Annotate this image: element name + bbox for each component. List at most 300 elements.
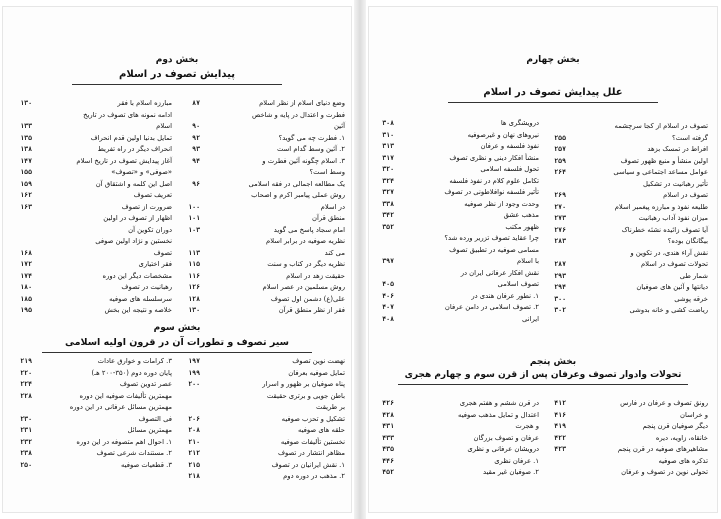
toc-entry-title: نفوذ فلسفه و عرفان	[480, 142, 539, 150]
toc-entry	[376, 222, 541, 234]
toc-entry-page: ۲۳۰	[20, 414, 32, 423]
toc-entry-page: ۴۴۶	[382, 456, 394, 465]
toc-entry-title: نهضت نوین تصوف	[292, 357, 345, 365]
toc-entry-page: ۲۹۳	[554, 271, 566, 280]
toc-entry-title: مشخصات دیگر این دوره	[102, 271, 172, 280]
toc-entry	[182, 98, 347, 110]
toc-entry-page: ۲۱۲	[188, 449, 200, 457]
section5-heading: بخش پنجم	[529, 357, 577, 367]
toc-entry-page: ۳۰۸	[382, 119, 394, 127]
toc-entry-page: ۲۸۷	[554, 260, 566, 268]
toc-entry	[14, 368, 174, 380]
toc-entry-page: ۱۰۱	[188, 214, 200, 222]
toc-entry	[182, 437, 347, 449]
toc-entry-page: ۹۴	[192, 156, 200, 165]
toc-entry-title: ضرورت از تصوف	[121, 202, 172, 211]
toc-entry-page: ۴۲۳	[554, 445, 566, 453]
toc-entry	[548, 421, 710, 433]
toc-entry	[14, 202, 174, 214]
toc-entry	[376, 141, 541, 153]
toc-entry-title: اظهار از تصوف در اولین	[103, 214, 172, 222]
toc-entry-page: ۱۱۵	[188, 260, 200, 268]
toc-entry-page: ۴۰۶	[382, 291, 394, 300]
toc-entry-title: میزان نفوذ آداب رهبانیت	[638, 214, 708, 222]
toc-entry-page: ۱۹۵	[20, 306, 32, 314]
toc-entry	[548, 456, 710, 468]
toc-entry-title: تعریف تصوف	[133, 191, 172, 199]
toc-entry-page: ۱۳۵	[20, 133, 32, 142]
toc-entry	[376, 153, 541, 165]
toc-entry-title: اصل این کلمه و اشتقاق آن	[95, 179, 172, 188]
section3-rule	[42, 352, 312, 353]
toc-entry	[548, 144, 710, 156]
toc-entry	[14, 190, 174, 202]
toc-entry-page: ۲۳۸	[20, 449, 32, 457]
toc-entry-title: ۲. آئین وسط گدام است	[276, 145, 345, 153]
toc-entry-title: باطن جویی و برتری حقیقت	[266, 391, 345, 400]
toc-entry-title: ۳. کرامات و خوارق عادات	[97, 357, 172, 365]
toc-entry	[14, 167, 174, 179]
toc-entry-title: تأثیر فلسفه نوافلاطونی در تصوف	[444, 188, 539, 196]
toc-entry-title: اولین منشأ و منبع ظهور تصوف	[620, 156, 708, 165]
toc-entry-title: ۱. نطور عرفان هندی در	[471, 291, 539, 300]
toc-entry	[182, 402, 347, 414]
toc-entry	[182, 356, 347, 368]
toc-entry-page: ۲۹۴	[554, 283, 566, 291]
toc-entry-title: منطق قرآن	[312, 214, 345, 222]
toc-entry	[548, 190, 710, 202]
toc-entry-page: ۴۰۷	[382, 303, 394, 311]
toc-entry-title: طلیعه نفوذ و مبارزه پیغمبر اسلام	[614, 202, 708, 211]
toc-entry-page: ۱۲۶	[188, 283, 200, 291]
toc-entry-page: ۱۰۰	[188, 202, 200, 211]
toc-entry	[182, 368, 347, 380]
toc-entry-title: وحدت وجود از نظر صوفیه	[464, 199, 539, 208]
toc-entry-title: ایرانی	[522, 314, 539, 323]
toc-entry-page: ۳۲۰	[382, 165, 394, 173]
toc-entry	[14, 460, 174, 472]
toc-entry-page: ۲۵۷	[554, 145, 566, 153]
toc-entry-page: ۹۳	[192, 145, 200, 153]
toc-entry-page: ۴۱۲	[554, 399, 566, 407]
toc-entry-title: تکامل علوم کلام در نفوذ فلسفه	[449, 176, 539, 185]
toc-entry-title: نظریه صوفیه در برابر اسلام	[266, 237, 345, 245]
toc-entry-title: اسلام	[156, 122, 172, 130]
toc-entry-title: امام سجاد پاسخ می گوید	[273, 225, 345, 234]
toc-entry-title: تحولات تصوف در اسلام	[640, 260, 708, 268]
toc-entry-page: ۳۱۰	[382, 130, 394, 139]
toc-entry-title: تذکره های صوفیه	[658, 456, 708, 465]
book-gutter	[354, 0, 366, 519]
toc-entry	[14, 271, 174, 283]
toc-entry	[376, 164, 541, 176]
toc-entry	[376, 444, 541, 456]
toc-entry-page: ۱۳۸	[20, 145, 32, 153]
toc-entry	[182, 133, 347, 145]
toc-entry-title: تمایل صوفیه بعرفان	[288, 368, 345, 377]
toc-entry	[182, 271, 347, 283]
toc-entry	[182, 110, 347, 122]
toc-entry	[14, 133, 174, 145]
toc-entry-page: ۲۵۰	[20, 460, 32, 469]
toc-entry-page: ۲۰۶	[188, 414, 200, 423]
toc-entry	[14, 414, 174, 426]
toc-entry-page: ۴۳۳	[382, 433, 394, 442]
toc-entry-title: تمایل بدنیا اولین قدم انحراف	[90, 133, 172, 142]
toc-entry	[548, 121, 710, 133]
toc-entry	[548, 398, 710, 410]
toc-entry	[14, 248, 174, 260]
toc-entry	[14, 294, 174, 306]
toc-entry	[14, 236, 174, 248]
toc-entry-page: ۹۶	[192, 179, 200, 188]
toc-entry	[548, 444, 710, 456]
toc-entry	[548, 213, 710, 225]
toc-entry-title: رهبانیت در تصوف	[121, 283, 172, 291]
toc-entry	[376, 421, 541, 433]
toc-entry-title: خانقاه، زاویه، دیره	[655, 433, 708, 442]
toc-entry-title: رونق تصوف و عرفان در فارس	[620, 399, 708, 407]
toc-entry-page: ۲۷۶	[554, 225, 566, 234]
toc-entry-page: ۴۲۸	[382, 410, 394, 419]
toc-entry	[376, 291, 541, 303]
toc-entry	[182, 414, 347, 426]
toc-entry-page: ۲۵۹	[554, 156, 566, 165]
toc-entry	[14, 259, 174, 271]
toc-entry	[376, 279, 541, 291]
toc-entry	[14, 213, 174, 225]
toc-entry-title: یک مطالعه اجمالی در فقه اسلامی	[248, 179, 345, 188]
toc-entry-title: منشأ افکار دینی و نظری تصوف	[449, 153, 539, 162]
toc-entry-page: ۳۰۲	[554, 306, 566, 314]
toc-entry-title: «صوفی» و «تصوف»	[111, 168, 172, 176]
toc-entry	[14, 391, 174, 403]
section4-right-column	[548, 121, 710, 317]
toc-entry-title: درویشان عرفانی و نظری	[467, 445, 539, 453]
toc-entry-title: خلاصه و نتیجه این بخش	[104, 306, 172, 314]
toc-entry	[182, 190, 347, 202]
toc-entry	[14, 144, 174, 156]
toc-entry-page: ۱۱۳	[188, 248, 200, 257]
toc-entry-title: مهمترین مسائل	[127, 426, 172, 434]
toc-entry	[182, 294, 347, 306]
toc-entry	[376, 314, 541, 326]
toc-entry	[182, 121, 347, 133]
toc-entry-title: تصوف	[153, 248, 172, 257]
toc-entry-title: فطرت و اعتدال در پایه و شاخص	[252, 110, 345, 119]
section4-left-column	[376, 118, 541, 325]
toc-entry-page: ۴۱۶	[554, 410, 566, 419]
toc-entry-title: افراط در تمسک بزهد	[647, 145, 708, 153]
toc-entry-page: ۱۷۲	[20, 260, 32, 268]
toc-entry-page: ۳۱۳	[382, 142, 394, 150]
toc-entry	[548, 294, 710, 306]
toc-entry	[548, 225, 710, 237]
toc-entry-title: نخستین تألیفات صوفیه	[280, 437, 345, 446]
section4-heading: بخش چهارم	[526, 55, 580, 65]
toc-entry	[376, 456, 541, 468]
toc-entry	[182, 156, 347, 168]
toc-entry-title: نظریه دیگر در کتاب و سنت	[267, 260, 345, 268]
toc-entry	[182, 144, 347, 156]
left-page	[2, 6, 352, 513]
toc-entry-title: عوامل مساعد اجتماعی و سیاسی	[613, 168, 708, 176]
toc-entry-title: ۱. فطرت چه می گوید؟	[278, 133, 345, 142]
right-page	[368, 6, 718, 513]
toc-entry	[548, 167, 710, 179]
toc-entry-title: مذهب عشق	[503, 211, 539, 219]
toc-entry-page: ۹۰	[192, 122, 200, 130]
toc-entry-title: بیگانگان بوده؟	[667, 237, 708, 245]
toc-entry	[182, 248, 347, 260]
toc-entry	[376, 268, 541, 280]
toc-entry	[548, 133, 710, 145]
toc-entry	[548, 236, 710, 248]
toc-entry-title: مهمترین تألیفات صوفیه این دوره	[79, 391, 172, 400]
toc-entry-page: ۲۱۰	[188, 437, 200, 446]
toc-entry-page: ۱۳۰	[20, 99, 32, 107]
toc-entry-page: ۱۸۵	[20, 294, 32, 303]
toc-entry-title: فی التصوف	[138, 414, 172, 423]
toc-entry	[182, 213, 347, 225]
toc-entry-title: نیروهای نهان و غیرصوفیه	[467, 130, 539, 139]
toc-entry-title: روش مسلمین در عصر اسلام	[262, 283, 345, 291]
toc-entry-title: انحراف دیگر در راه تفریط	[97, 145, 172, 153]
toc-entry-page: ۱۸۰	[20, 283, 32, 291]
section2-left-column	[14, 98, 174, 317]
toc-entry	[548, 179, 710, 191]
toc-entry	[14, 448, 174, 460]
toc-entry	[14, 156, 174, 168]
section5-left-column	[376, 398, 541, 479]
toc-entry-title: در قرن ششم و هفتم هجری	[459, 399, 539, 407]
toc-entry-title: شمار طی	[679, 271, 708, 280]
toc-entry-page: ۴۱۹	[554, 422, 566, 430]
toc-entry-title: ۳. قطعیات صوفیه	[121, 460, 172, 469]
toc-entry-title: علی(ع) دشمن اول تصوف	[270, 294, 345, 303]
toc-entry-title: درویشگری ها	[500, 119, 539, 127]
toc-entry-title: بر طریقت	[316, 403, 345, 411]
toc-entry-title: تصوف در اسلام از کجا سرچشمه	[614, 122, 708, 130]
toc-entry	[548, 248, 710, 260]
toc-entry-page: ۲۸۳	[554, 237, 566, 245]
section4-title: علل پیدایش تصوف در اسلام	[483, 87, 623, 98]
toc-entry-title: تشکیل و تحزب صوفیه	[281, 414, 345, 423]
toc-entry-page: ۱۳۰	[188, 306, 200, 314]
toc-entry	[182, 305, 347, 317]
toc-entry	[182, 379, 347, 391]
toc-entry-title: دوران تکوین آن	[128, 225, 172, 234]
toc-entry	[376, 130, 541, 142]
toc-entry-page: ۲۷۳	[554, 214, 566, 222]
toc-entry	[182, 391, 347, 403]
toc-entry	[182, 259, 347, 271]
toc-entry-title: حلقه های صوفیه	[297, 426, 345, 434]
toc-entry-title: و هجرت	[515, 422, 539, 430]
toc-entry-page: ۴۲۲	[554, 433, 566, 442]
toc-entry-title: گرفته است؟	[672, 133, 708, 142]
toc-entry	[182, 225, 347, 237]
toc-entry-page: ۲۱۹	[20, 357, 32, 365]
toc-entry-page: ۲۶۹	[554, 191, 566, 199]
toc-entry-title: آئین	[333, 122, 345, 130]
toc-entry	[14, 356, 174, 368]
toc-entry-title: اعتدال و تمایل مذهب صوفیه	[458, 410, 539, 419]
toc-entry-page: ۱۳۳	[20, 122, 32, 130]
toc-entry-title: تصوف در اسلام	[663, 191, 708, 199]
toc-entry-title: پایان دوره دوم (۳۵۰-۲۰۰ هـ)	[91, 368, 172, 377]
toc-entry	[548, 156, 710, 168]
toc-entry	[14, 110, 174, 122]
section3-heading: بخش سوم	[153, 323, 201, 333]
toc-entry-title: ۲. تصوف اسلامی در دامن عرفان	[444, 303, 539, 311]
toc-entry-title: تحولی نوین در تصوف و عرفان	[621, 468, 708, 476]
toc-entry-page: ۱۵۵	[20, 168, 32, 176]
toc-entry-page: ۱۴۷	[20, 156, 32, 165]
toc-entry	[182, 471, 347, 483]
toc-entry-title: مشاهیرهای صوفیه در قرن پنجم	[617, 445, 708, 453]
toc-entry	[376, 176, 541, 188]
toc-entry	[182, 179, 347, 191]
toc-entry-page: ۸۷	[192, 99, 200, 107]
section5-title: تحولات وادوار تصوف وعرفان پس از قرن سوم و چهارم هجری	[404, 370, 682, 380]
toc-entry	[548, 467, 710, 479]
toc-entry-page: ۱۶۲	[20, 191, 32, 199]
toc-entry-title: مهمترین مسائل عرفانی در این دوره	[69, 403, 172, 411]
toc-entry	[376, 118, 541, 130]
toc-entry-page: ۲۲۸	[20, 391, 32, 400]
toc-entry-page: ۴۲۶	[382, 399, 394, 407]
toc-entry	[182, 202, 347, 214]
toc-entry-title: با اسلام	[517, 257, 539, 265]
section3-title: سیر تصوف و تطورات آن در قرون اولیه اسلامی	[65, 337, 289, 348]
toc-entry-page: ۳۵۲	[382, 222, 394, 231]
toc-entry-title: نقش آراء هندی، در تکوین و	[630, 248, 708, 257]
toc-entry	[376, 410, 541, 422]
toc-entry	[548, 410, 710, 422]
toc-entry-title: ۲. مذهب در دوره دوم	[283, 472, 345, 480]
toc-entry	[14, 425, 174, 437]
toc-entry-page: ۱۹۷	[188, 357, 200, 365]
toc-entry-page: ۱۹۹	[188, 368, 200, 377]
toc-entry-page: ۳۲۴	[382, 176, 394, 185]
toc-entry-page: ۱۷۴	[20, 271, 32, 280]
toc-entry-title: چرا عقاید تصوف تزریر ورده شد؟	[444, 234, 539, 242]
toc-entry	[14, 379, 174, 391]
toc-entry	[376, 302, 541, 314]
toc-entry-title: سرسلسله های صوفیه	[109, 294, 172, 303]
toc-entry-title: دیانتها و آئین های صوفیان	[636, 283, 708, 291]
toc-entry-page: ۲۰۸	[188, 426, 200, 434]
toc-entry	[376, 245, 541, 257]
section2-right-column	[182, 98, 347, 317]
toc-entry-page: ۲۱۸	[188, 472, 200, 480]
toc-entry	[182, 236, 347, 248]
toc-entry-page: ۱۵۹	[20, 179, 32, 188]
toc-entry	[376, 256, 541, 268]
toc-entry-title: ۱. عرفان نظری	[494, 456, 539, 465]
toc-entry-title: در اسلام	[320, 202, 345, 211]
toc-entry-page: ۱۰۳	[188, 225, 200, 234]
toc-entry	[376, 233, 541, 245]
toc-entry-page: ۱۲۸	[188, 294, 200, 303]
toc-entry-page: ۲۵۵	[554, 133, 566, 142]
toc-entry	[14, 121, 174, 133]
section2-title: پیدایش تصوف در اسلام	[119, 69, 235, 80]
toc-entry-title: ۲. صوفیان غیر مقید	[483, 468, 539, 476]
toc-entry-page: ۳۳۸	[382, 199, 394, 208]
toc-entry-page: ۱۶۸	[20, 248, 32, 257]
toc-entry-title: ۲. مستندات شرعی تصوف	[96, 449, 172, 457]
toc-entry-title: روش عملی پیامبر اکرم و اصحاب	[251, 191, 345, 199]
toc-entry-title: آغاز پیدایش تصوف در تاریخ اسلام	[76, 156, 172, 165]
toc-entry	[376, 199, 541, 211]
toc-entry	[182, 425, 347, 437]
toc-entry	[14, 282, 174, 294]
toc-entry-page: ۴۰۵	[382, 280, 394, 288]
toc-entry	[182, 282, 347, 294]
toc-entry-title: نقش افکار عرفانی ایران در	[460, 268, 539, 277]
toc-entry	[14, 402, 174, 414]
toc-entry-title: حقیقت زهد در اسلام	[286, 271, 345, 280]
toc-entry-page: ۱۶۳	[20, 202, 32, 211]
toc-entry-page: ۲۳۱	[20, 426, 32, 434]
toc-entry	[14, 437, 174, 449]
toc-entry	[548, 271, 710, 283]
toc-entry	[376, 467, 541, 479]
toc-entry	[376, 398, 541, 410]
toc-entry-title: ۳. اسلام چگونه آئین فطرت و	[262, 156, 345, 165]
section2-heading: بخش دوم	[155, 55, 199, 65]
toc-entry-title: ریاضت کشی و خانه بدوشی	[629, 306, 708, 314]
toc-entry-page: ۲۷۰	[554, 202, 566, 211]
toc-entry	[182, 460, 347, 472]
toc-entry-title: و خراسان	[679, 410, 708, 419]
toc-entry	[548, 202, 710, 214]
toc-entry-page: ۴۵۲	[382, 468, 394, 476]
section4-rule	[448, 102, 658, 103]
toc-entry-title: وضع دنیای اسلام از نظر اسلام	[259, 99, 345, 107]
toc-entry-title: تصوف اسلامی	[497, 280, 539, 288]
toc-entry-page: ۴۰۸	[382, 314, 394, 323]
toc-entry-page: ۲۲۴	[20, 380, 32, 388]
toc-entry-title: فقر از نظر منطق قرآن	[278, 306, 345, 314]
toc-entry	[14, 305, 174, 317]
toc-entry	[14, 179, 174, 191]
toc-entry-page: ۹۲	[192, 133, 200, 142]
toc-entry	[548, 433, 710, 445]
toc-entry-title: وسط است؟	[309, 168, 345, 176]
toc-entry-title: فقر اختیاری	[138, 260, 172, 268]
toc-entry-title: مبارزه اسلام با فقر	[117, 99, 172, 107]
toc-entry-page: ۴۳۱	[382, 422, 394, 430]
toc-entry-page: ۱۱۶	[188, 271, 200, 280]
toc-entry-page: ۲۶۴	[554, 168, 566, 176]
toc-entry-title: عرفان و تصوف بزرگان	[473, 433, 539, 442]
toc-entry-title: می کند	[324, 248, 345, 257]
section3-left-column	[14, 356, 174, 471]
toc-entry	[548, 305, 710, 317]
toc-entry-page: ۲۲۰	[20, 368, 32, 377]
toc-entry-page: ۳۱۷	[382, 153, 394, 162]
toc-entry-page: ۳۲۷	[382, 188, 394, 196]
section5-right-column	[548, 398, 710, 479]
section2-rule	[72, 84, 282, 85]
toc-entry	[182, 448, 347, 460]
toc-entry-page: ۲۱۵	[188, 460, 200, 469]
toc-entry	[376, 210, 541, 222]
toc-entry-page: ۳۹۷	[382, 257, 394, 265]
